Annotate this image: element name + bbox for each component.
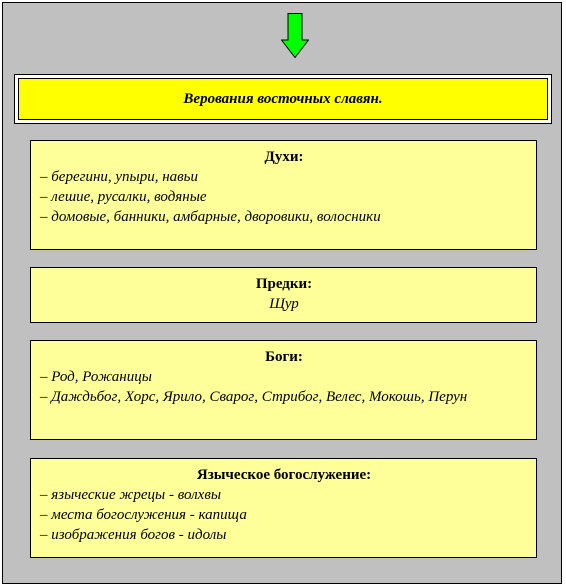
section-heading: Языческое богослужение: bbox=[196, 467, 372, 483]
section-line: – домовые, банники, амбарные, дворовики, волосники bbox=[40, 209, 381, 225]
section-worship bbox=[30, 458, 537, 558]
diagram-title: Верования восточных славян. bbox=[18, 78, 548, 120]
section-line: – языческие жрецы - волхвы bbox=[40, 487, 222, 503]
section-line: – Род, Рожаницы bbox=[40, 369, 152, 385]
section-ancestors bbox=[30, 267, 537, 323]
section-gods bbox=[30, 340, 537, 440]
section-line: – лешие, русалки, водяные bbox=[40, 189, 207, 205]
section-line: – Даждьбог, Хорс, Ярило, Сварог, Стрибог, Велес, Мокошь, Перун bbox=[40, 389, 468, 405]
down-arrow-icon bbox=[281, 13, 309, 58]
section-heading: Духи: bbox=[264, 149, 304, 165]
section-heading: Боги: bbox=[265, 349, 303, 365]
section-spirits bbox=[30, 140, 537, 250]
section-heading: Предки: bbox=[255, 276, 313, 292]
section-line: – изображения богов - идолы bbox=[40, 527, 227, 543]
section-line: – места богослужения - капища bbox=[40, 507, 247, 523]
section-line: Щур bbox=[269, 296, 299, 312]
section-line: – берегини, упыри, навьи bbox=[40, 169, 198, 185]
